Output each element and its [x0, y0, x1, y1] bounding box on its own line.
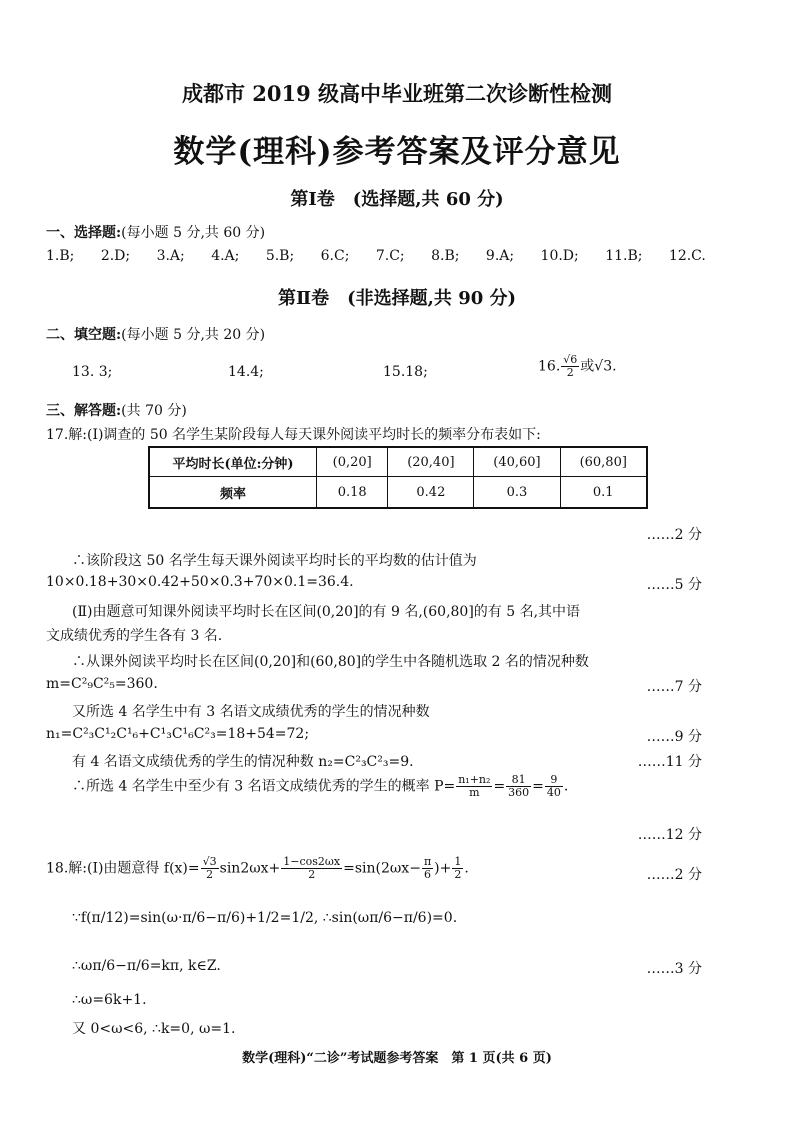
- score-mark: ……11 分: [637, 754, 702, 770]
- q17-line: 有 4 名语文成绩优秀的学生的情况种数 n₂=C²₃C²₃=9.: [72, 754, 414, 770]
- q17-line: ∴从课外阅读平均时长在区间(0,20]和(60,80]的学生中各随机选取 2 名的情况种数: [72, 654, 589, 670]
- q17-line: 又所选 4 名学生中有 3 名语文成绩优秀的学生的情况种数: [72, 704, 430, 720]
- table-cell: (0,20]: [317, 447, 388, 477]
- score-mark: ……5 分: [646, 577, 702, 593]
- section2-heading: 二、填空题:(每小题 5 分,共 20 分): [46, 327, 266, 343]
- fill-answer-13: 13. 3;: [72, 364, 113, 380]
- answer-item: 2.D;: [100, 248, 131, 264]
- q17-line: m=C²₉C²₅=360.: [46, 676, 158, 692]
- table-row: [149, 477, 647, 509]
- answer-item: 8.B;: [431, 248, 460, 264]
- q18-line1: 18.解:(Ⅰ)由题意得 f(x)= $\frac{√3}{2}$ sin2ωx+ $\frac{1-\cos 2\omega x}{2}$ =sin(2ωx− $\frac{\pi}{6}$ )+ $\frac{1}{2}$ .: [46, 855, 469, 881]
- frequency-table: [148, 446, 648, 509]
- part1-heading: 第Ⅰ卷 (选择题,共 60 分): [290, 189, 504, 210]
- answer-title: 数学(理科)参考答案及评分意见: [173, 134, 621, 170]
- fill-answer-16: 16. $\frac{√6}{2}$ 或√3.: [538, 353, 617, 379]
- table-cell: (20,40]: [388, 447, 474, 477]
- q17-line: 10×0.18+30×0.42+50×0.3+70×0.1=36.4.: [46, 574, 354, 590]
- q18-line: 又 0<ω<6, ∴k=0, ω=1.: [72, 1021, 236, 1037]
- table-cell: 0.18: [317, 477, 388, 509]
- answer-item: 3.A;: [156, 248, 185, 264]
- q18-line: ∴ωπ/6−π/6=kπ, k∈Z.: [72, 958, 221, 974]
- answer-item: 12.C.: [668, 248, 706, 264]
- q18-line: ∵f(π/12)=sin(ω·π/6−π/6)+1/2=1/2, ∴sin(ωπ/6−π/6)=0.: [72, 910, 458, 926]
- answer-item: 4.A;: [211, 248, 240, 264]
- section3-heading: 三、解答题:(共 70 分): [46, 403, 187, 419]
- q17-intro: 17.解:(Ⅰ)调查的 50 名学生某阶段每人每天课外阅读平均时长的频率分布表如下:: [46, 427, 541, 443]
- q18-line: ∴ω=6k+1.: [72, 992, 147, 1008]
- table-row-label: 频率: [149, 477, 317, 509]
- table-cell: 0.42: [388, 477, 474, 509]
- table-cell: 0.1: [560, 477, 647, 509]
- q17-line: (Ⅱ)由题意可知课外阅读平均时长在区间(0,20]的有 9 名,(60,80]的有 5 名,其中语: [72, 604, 581, 620]
- page-footer: 数学(理科)“二诊”考试题参考答案 第 1 页(共 6 页): [242, 1051, 552, 1066]
- q17-line: 文成绩优秀的学生各有 3 名.: [46, 628, 223, 644]
- answer-item: 11.B;: [605, 248, 643, 264]
- table-cell: (60,80]: [560, 447, 647, 477]
- table-header-label: 平均时长(单位:分钟): [149, 447, 317, 477]
- choice-answers: [46, 248, 706, 264]
- q17-probability-line: ∴所选 4 名学生中至少有 3 名语文成绩优秀的学生的概率 P= $\frac{\text{n₁+n₂}}{m}$ = $\frac{81}{360}$ = $\frac{9}{40}$ .: [72, 773, 569, 799]
- score-mark: ……3 分: [646, 961, 702, 977]
- q17-line: ∴该阶段这 50 名学生每天课外阅读平均时长的平均数的估计值为: [72, 553, 477, 569]
- q17-line: n₁=C²₃C¹₂C¹₆+C¹₃C¹₆C²₃=18+54=72;: [46, 726, 310, 742]
- score-mark: ……12 分: [637, 827, 702, 843]
- section1-heading: 一、选择题:(每小题 5 分,共 60 分): [46, 225, 266, 241]
- exam-title: 成都市 2019 级高中毕业班第二次诊断性检测: [181, 81, 613, 106]
- fill-answer-15: 15.18;: [383, 364, 428, 380]
- answer-item: 10.D;: [540, 248, 579, 264]
- score-mark: ……2 分: [646, 867, 702, 883]
- score-mark: ……9 分: [646, 729, 702, 745]
- answer-item: 6.C;: [320, 248, 350, 264]
- answer-item: 9.A;: [485, 248, 515, 264]
- table-cell: 0.3: [474, 477, 560, 509]
- answer-item: 7.C;: [375, 248, 405, 264]
- score-mark: ……2 分: [646, 527, 702, 543]
- fill-answer-14: 14.4;: [228, 364, 264, 380]
- table-cell: (40,60]: [474, 447, 560, 477]
- answer-item: 5.B;: [265, 248, 295, 264]
- answer-item: 1.B;: [46, 248, 75, 264]
- table-row: [149, 447, 647, 477]
- part2-heading: 第Ⅱ卷 (非选择题,共 90 分): [277, 288, 517, 309]
- score-mark: ……7 分: [646, 679, 702, 695]
